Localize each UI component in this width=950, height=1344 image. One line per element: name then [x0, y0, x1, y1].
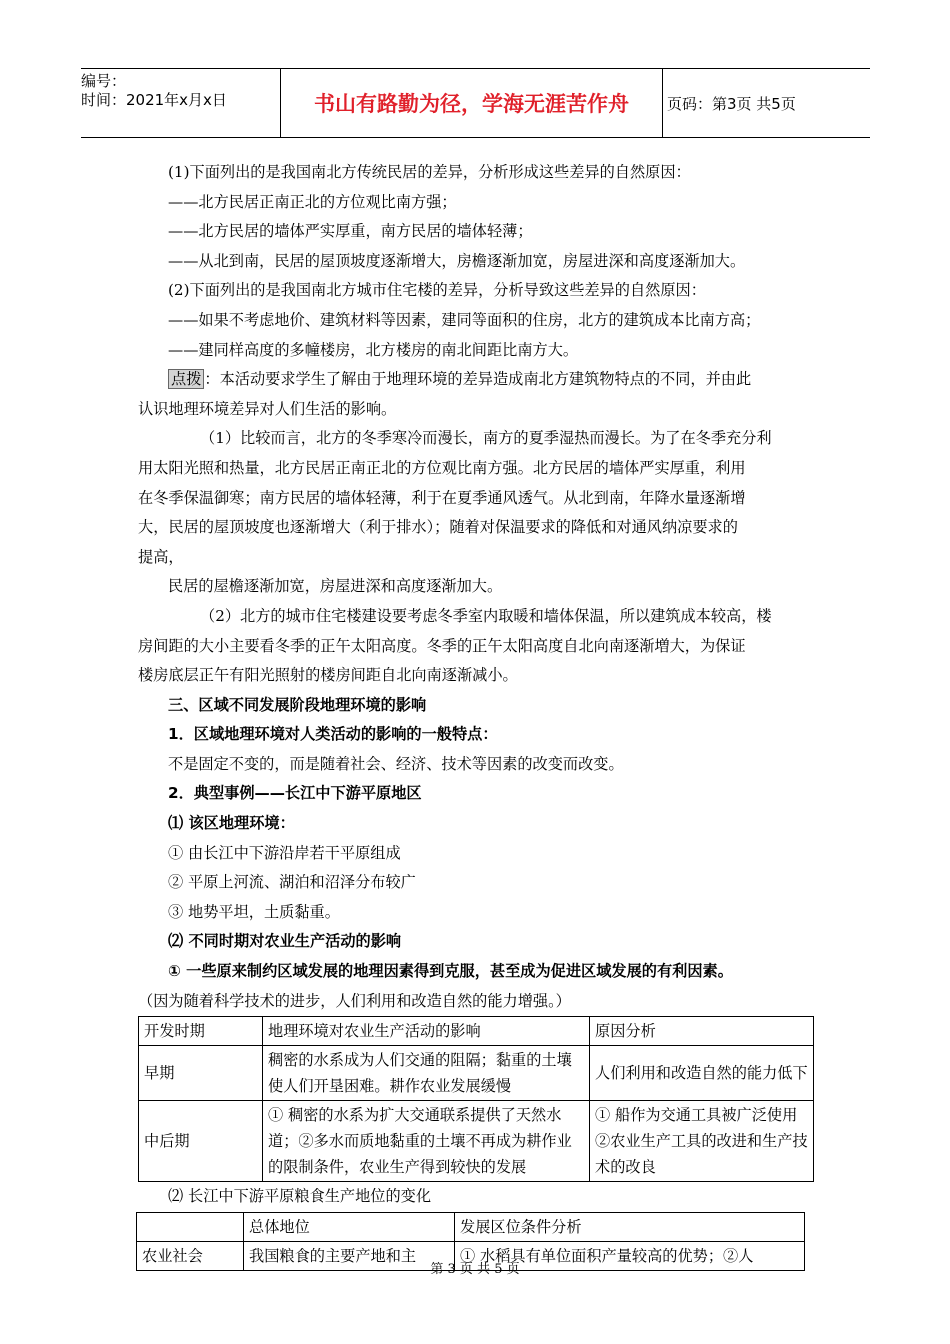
table-header: 原因分析: [590, 1017, 814, 1046]
text-line: 认识地理环境差异对人们生活的影响。: [138, 399, 397, 418]
table-cell: 早期: [139, 1046, 263, 1101]
page-footer: 第 3 页 共 5 页: [430, 1262, 520, 1277]
table-header-row: [137, 1212, 805, 1241]
text-line: 在冬季保温御寒；南方民居的墙体轻薄，利于在夏季通风透气。从北到南，年降水量逐渐增: [138, 488, 746, 507]
text-line: 房间距的大小主要看冬季的正午太阳高度。冬季的正午太阳高度自北向南逐渐増大，为保证: [138, 636, 746, 655]
table-cell: ① 稠密的水系为扩大交通联系提供了天然水道；②多水而质地黏重的土壤不再成为耕作业的限制条件，农业生产得到较快的发展: [263, 1101, 590, 1182]
development-table: [138, 1016, 814, 1182]
page-header: [81, 68, 870, 138]
list-item: ③ 地势平坦，土质黏重。: [168, 902, 340, 921]
table-cell: 农业社会: [137, 1241, 244, 1270]
text-line: ——北方民居正南正北的方位观比南方强；: [168, 192, 457, 211]
text-line: ——如果不考虑地价、建筑材料等因素，建同等面积的住房，北方的建筑成本比南方高；: [168, 310, 761, 329]
text-line: (2)下面列出的是我国南北方城市住宅楼的差异，分析导致这些差异的自然原因：: [168, 281, 706, 300]
table-header: 总体地位: [244, 1212, 455, 1241]
serial-label: 编号：: [81, 72, 127, 90]
table-row: [139, 1101, 814, 1182]
text-line: ——建同样高度的多幢楼房，北方楼房的南北间距比南方大。: [168, 340, 579, 359]
table-header: 开发时期: [139, 1017, 263, 1046]
text-line: 楼房底层正午有阳光照射的楼房间距自北向南逐渐减小。: [138, 666, 518, 685]
subheading: ⑴ 该区地理环境：: [168, 814, 295, 833]
list-item: ① 由长江中下游沿岸若干平原组成: [168, 843, 401, 862]
table-cell: 中后期: [139, 1101, 263, 1182]
subheading: ① 一些原来制约区域发展的地理因素得到克服，甚至成为促进区域发展的有利因素。: [168, 962, 733, 981]
subheading: 1．区域地理环境对人类活动的影响的一般特点：: [168, 725, 498, 744]
table-cell: 人们利用和改造自然的能力低下: [590, 1046, 814, 1101]
list-item: ② 平原上河流、湖泊和沼泽分布较广: [168, 873, 416, 892]
tip-label: 点拨: [168, 369, 204, 389]
table-cell: 稠密的水系成为人们交通的阻隔；黏重的土壤使人们开垦困难。耕作农业发展缓慢: [263, 1046, 590, 1101]
date-label: 时间：2021年x月x日: [81, 91, 227, 109]
document-body: [138, 158, 814, 1271]
subheading: 2．典型事例——长江中下游平原地区: [168, 784, 422, 803]
text-line: （2）北方的城市住宅楼建设要考虑冬季室内取暖和墙体保温，所以建筑成本较高，楼: [200, 606, 772, 625]
table-cell: 我国粮食的主要产地和主: [244, 1241, 455, 1270]
table-header-row: [139, 1017, 814, 1046]
text-line: 民居的屋檐逐渐加宽，房屋进深和高度逐渐加大。: [168, 577, 503, 596]
text-line: 大，民居的屋顶坡度也逐渐增大（利于排水）；随着对保温要求的降低和对通风纳凉要求的: [138, 518, 738, 537]
section-title: 三、区域不同发展阶段地理环境的影响: [168, 695, 427, 714]
text-line: 提高，: [138, 547, 184, 566]
text-line: （1）比较而言，北方的冬季寒冷而漫长，南方的夏季湿热而漫长。为了在冬季充分利: [200, 429, 772, 448]
table-cell: ① 船作为交通工具被广泛使用②农业生产工具的改进和生产技术的改良: [590, 1101, 814, 1182]
text-line: (1)下面列出的是我国南北方传统民居的差异，分析形成这些差异的自然原因：: [168, 163, 691, 181]
table-header: 地理环境对农业生产活动的影响: [263, 1017, 590, 1046]
tip-text: ：本活动要求学生了解由于地理环境的差异造成南北方建筑物特点的不同，并由此: [204, 370, 752, 389]
tip-line: [138, 365, 814, 395]
text-line: 用太阳光照和热量，北方民居正南正北的方位观比南方强。北方民居的墙体严实厚重，利用: [138, 458, 746, 477]
motto: 书山有路勤为径，学海无涯苦作舟: [281, 69, 663, 137]
table-header: 发展区位条件分析: [455, 1212, 805, 1241]
text-line: ——从北到南，民居的屋顶坡度逐渐增大，房檐逐渐加宽，房屋进深和高度逐渐加大。: [168, 251, 746, 270]
subheading: ⑵ 不同时期对农业生产活动的影响: [168, 932, 402, 951]
table-row: [139, 1046, 814, 1101]
text-line: （因为随着科学技术的进步，人们利用和改造自然的能力增强。）: [138, 991, 571, 1010]
text-line: 不是固定不变的，而是随着社会、经济、技术等因素的改变而改变。: [168, 754, 624, 773]
table-header: [137, 1212, 244, 1241]
text-line: ——北方民居的墙体严实厚重，南方民居的墙体轻薄；: [168, 222, 533, 241]
table-cell: ① 水稻具有单位面积产量较高的优势；②人: [455, 1241, 805, 1270]
page-label: 页码：第3页 共5页: [667, 94, 796, 113]
header-info: [81, 69, 281, 137]
table-caption: ⑵ 长江中下游平原粮食生产地位的变化: [168, 1187, 432, 1206]
